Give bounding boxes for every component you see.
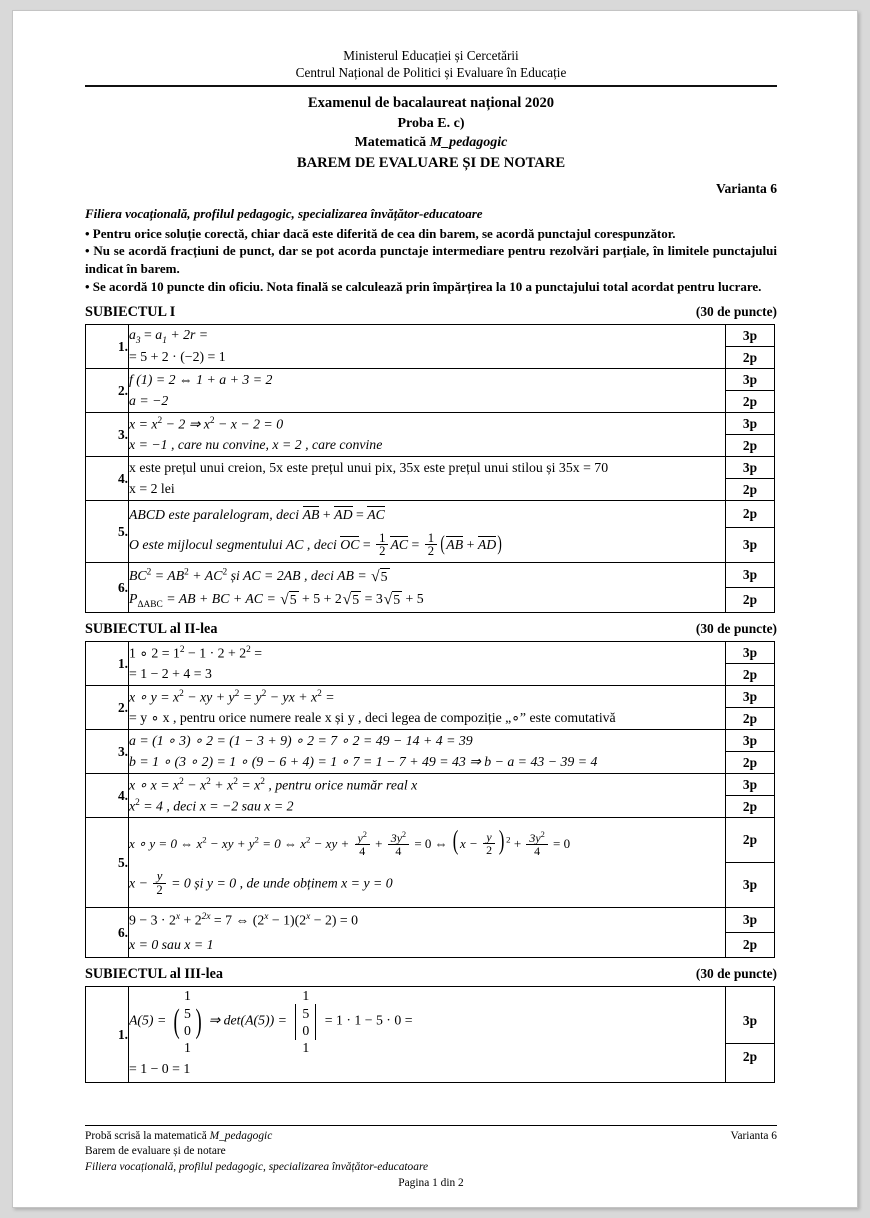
row-points (726, 774, 775, 818)
points-lower: 2p (742, 437, 758, 453)
row-number: 6. (86, 908, 129, 958)
row-points (726, 325, 775, 369)
ministry-line-2: Centrul Național de Politici și Evaluare în Educație (295, 64, 567, 80)
section-points-3: (30 de puncte) (695, 966, 777, 982)
matrix-A5: ( 1 5 0 1 ) (173, 988, 202, 1055)
points-upper: 3p (726, 413, 774, 435)
table-row (86, 730, 775, 774)
table-row (86, 501, 775, 563)
footer-exam-line: Probă scrisă la matematică M_pedagogic (85, 1130, 273, 1142)
points-upper: 3p (726, 563, 774, 588)
row-number: 5. (86, 501, 129, 563)
solution-line-2: = 1 − 2 + 4 = 3 (129, 666, 212, 682)
points-upper: 3p (726, 730, 774, 752)
points-lower: 2p (742, 666, 758, 682)
points-lower: 2p (742, 393, 758, 409)
row-number: 6. (86, 563, 129, 613)
solution-line-2: x − $\frac{y}{2}$ = 0 și y = 0 , de unde obținem x = y = 0 (129, 869, 393, 898)
points-upper: 3p (726, 774, 774, 796)
row-number: 2. (86, 369, 129, 413)
solution-line-2: x = 0 sau x = 1 (129, 936, 214, 952)
exam-title-block (85, 93, 777, 174)
table-row (86, 774, 775, 818)
row-number: 2. (86, 686, 129, 730)
points-upper: 3p (726, 908, 774, 933)
solution-line-1: $a_3 = a_1 + 2r$ = (129, 326, 209, 346)
section-header-2 (85, 621, 777, 638)
solution-line-2: a = −2 (129, 393, 169, 409)
grading-note-1: • Pentru orice soluție corectă, chiar dacă este diferită de cea din barem, se acordă punctajul corespunzător. (85, 225, 676, 241)
row-solution (129, 413, 726, 457)
exam-subject (85, 133, 777, 153)
solution-line-2: $x^2 = 4$ , deci x = −2 sau x = 2 (129, 797, 294, 814)
section-points-1: (30 de puncte) (695, 304, 777, 320)
row-number: 3. (86, 413, 129, 457)
row-points (726, 563, 775, 613)
subject-code: M_pedagogic (429, 135, 508, 151)
row-number: 4. (86, 457, 129, 501)
section-title-1: SUBIECTUL I (85, 304, 176, 321)
solution-line-2: b = 1 ∘ (3 ∘ 2) = 1 ∘ (9 − 6 + 4) = 1 ∘ 7 = 1 − 7 + 49 = 43 ⇒ b − a = 43 − 39 = 4 (129, 754, 598, 770)
row-number: 4. (86, 774, 129, 818)
barem-table-3 (85, 986, 775, 1083)
footer-variant: Varianta 6 (730, 1130, 777, 1142)
row-solution (129, 774, 726, 818)
exam-proba: Proba E. c) (397, 115, 465, 131)
table-row (86, 413, 775, 457)
points-upper: 3p (726, 686, 774, 708)
grading-notes (85, 225, 777, 297)
table-row (86, 325, 775, 369)
solution-line-2: = 1 − 0 = 1 (129, 1061, 191, 1077)
row-points (726, 987, 775, 1083)
section-points-2: (30 de puncte) (695, 621, 777, 637)
grading-note-3: • Se acordă 10 puncte din oficiu. Nota finală se calculează prin împărțirea la 10 a punctajului total acordat pentru lucrare. (85, 279, 762, 295)
row-points (726, 457, 775, 501)
row-points (726, 413, 775, 457)
points-lower: 3p (742, 877, 758, 893)
row-solution (129, 730, 726, 774)
row-points (726, 908, 775, 958)
solution-line-1: x ∘ y = 0 ⇔ $x^2$ − xy + $y^2 = 0$ ⇔ $x^2$ − xy + $\frac{y^2}{4}$ + $\frac{3y^2}{4}$ = 0 ⇔ ( x − $\frac{y}{2}$ ) $^2$ + $\frac{3y^2}{4}$ = 0 (129, 824, 571, 858)
section-header-1 (85, 304, 777, 321)
determinant-A5: 1 5 0 1 (291, 987, 320, 1056)
row-solution (129, 501, 726, 563)
points-lower: 2p (742, 754, 758, 770)
solution-line-1: $9 - 3 \cdot 2^x + 2^{2x} = 7$ ⇔ $(2^x - 1)(2^x - 2) = 0$ (129, 912, 359, 929)
row-solution (129, 908, 726, 958)
footer-filiera-line: Filiera vocațională, profilul pedagogic, specializarea învățător-educatoare (85, 1160, 429, 1173)
solution-line-1: x ∘ $x = x^2 - x^2 + x^2 = x^2$ , pentru orice număr real x (129, 776, 418, 793)
solution-line-1: x este prețul unui creion, 5x este prețul unui pix, 35x este prețul unui stilou și 35x = 70 (129, 460, 609, 476)
points-lower: 2p (742, 349, 758, 365)
solution-line-1: ABCD este paralelogram, deci AB + AD = AC (129, 507, 385, 523)
points-upper: 2p (726, 501, 774, 528)
solution-line-1: f (1) = 2 ⇔ 1 + a + 3 = 2 (129, 372, 273, 388)
row-points (726, 642, 775, 686)
points-lower: 2p (742, 481, 758, 497)
row-points (726, 818, 775, 908)
page-footer (85, 1125, 777, 1192)
subject-prefix: Matematică (354, 135, 430, 151)
row-points (726, 730, 775, 774)
solution-line-2: = y ∘ x , pentru orice numere reale x și y , deci legea de compoziție „∘” este comutativă (129, 710, 616, 726)
barem-table-2 (85, 641, 775, 958)
points-upper: 3p (726, 325, 774, 347)
table-row (86, 908, 775, 958)
barem-table-1 (85, 324, 775, 613)
solution-line-2: = 5 + 2 · (−2) = 1 (129, 349, 226, 365)
barem-title: BAREM DE EVALUARE ȘI DE NOTARE (296, 155, 566, 172)
points-upper: 2p (726, 818, 774, 863)
points-lower: 3p (742, 537, 758, 553)
solution-line-2: $P_{\Delta ABC}$ = AB + BC + AC = √5 + 5 + 2√5 = 3√5 + 5 (129, 590, 424, 610)
row-number: 1. (86, 642, 129, 686)
row-solution (129, 642, 726, 686)
row-solution (129, 325, 726, 369)
solution-line-2: x = 2 lei (129, 481, 175, 497)
row-number: 1. (86, 325, 129, 369)
solution-line-1: A(5) = ( 1 5 0 1 ) ⇒ det(A(5)) = 1 5 0 1 = 1 · 1 − 5 · 0 = (129, 988, 413, 1055)
section-title-3: SUBIECTUL al III-lea (85, 966, 223, 983)
points-upper: 3p (726, 999, 774, 1044)
points-lower: 2p (742, 798, 758, 814)
points-upper: 3p (726, 642, 774, 664)
section-title-2: SUBIECTUL al II-lea (85, 621, 218, 638)
row-points (726, 686, 775, 730)
points-lower: 2p (742, 592, 758, 608)
row-solution (129, 457, 726, 501)
table-row (86, 818, 775, 908)
footer-divider (85, 1125, 777, 1126)
row-solution (129, 987, 726, 1083)
table-row (86, 987, 775, 1083)
row-solution (129, 686, 726, 730)
solution-line-1: 1 ∘ $2 = 1^2 - 1 \cdot 2 + 2^2$ = (129, 644, 263, 661)
row-solution (129, 563, 726, 613)
row-number: 1. (86, 987, 129, 1083)
table-row (86, 457, 775, 501)
document-content (85, 48, 777, 1083)
row-solution (129, 818, 726, 908)
footer-barem-line: Barem de evaluare și de notare (85, 1145, 226, 1158)
section-header-3 (85, 966, 777, 983)
variant-label: Varianta 6 (715, 180, 777, 196)
solution-line-1: a = (1 ∘ 3) ∘ 2 = (1 − 3 + 9) ∘ 2 = 7 ∘ 2 = 49 − 14 + 4 = 39 (129, 733, 473, 749)
points-lower: 2p (742, 1049, 758, 1065)
exam-title: Examenul de bacalaureat național 2020 (307, 94, 555, 111)
solution-line-1: $x = x^2 - 2$ ⇒ $x^2 - x - 2 = 0$ (129, 415, 284, 432)
solution-line-2: O este mijlocul segmentului AC , deci OC = $\frac{1}{2}$ AC = $\frac{1}{2}$ (AB + AD) (129, 530, 502, 559)
ministry-header (85, 48, 777, 82)
header-divider (85, 85, 777, 87)
row-number: 3. (86, 730, 129, 774)
row-points (726, 369, 775, 413)
footer-top-row (85, 1129, 777, 1144)
solution-line-1: x ∘ $y = x^2$ − xy + $y^2 = y^2$ − yx + $x^2$ = (129, 688, 335, 705)
filiera-line: Filiera vocațională, profilul pedagogic, specializarea învățător-educatoare (85, 205, 483, 221)
points-upper: 3p (726, 369, 774, 391)
table-row (86, 563, 775, 613)
table-row (86, 642, 775, 686)
table-row (86, 369, 775, 413)
ministry-line-1: Ministerul Educației și Cercetării (343, 48, 519, 63)
row-points (726, 501, 775, 563)
points-lower: 2p (742, 937, 758, 953)
points-lower: 2p (742, 710, 758, 726)
solution-line-2: x = −1 , care nu convine, x = 2 , care convine (129, 437, 383, 453)
table-row (86, 686, 775, 730)
points-upper: 3p (726, 457, 774, 479)
grading-note-2: • Nu se acordă fracțiuni de punct, dar se pot acorda punctaje intermediare pentru rezolvări parțiale, în limitele punctajului indicat în barem. (85, 243, 777, 277)
footer-page-number: Pagina 1 din 2 (398, 1177, 464, 1190)
row-solution (129, 369, 726, 413)
row-number: 5. (86, 818, 129, 908)
solution-line-1: $BC^2 = AB^2 + AC^2$ și AC = 2AB , deci AB = √5 (129, 567, 388, 585)
